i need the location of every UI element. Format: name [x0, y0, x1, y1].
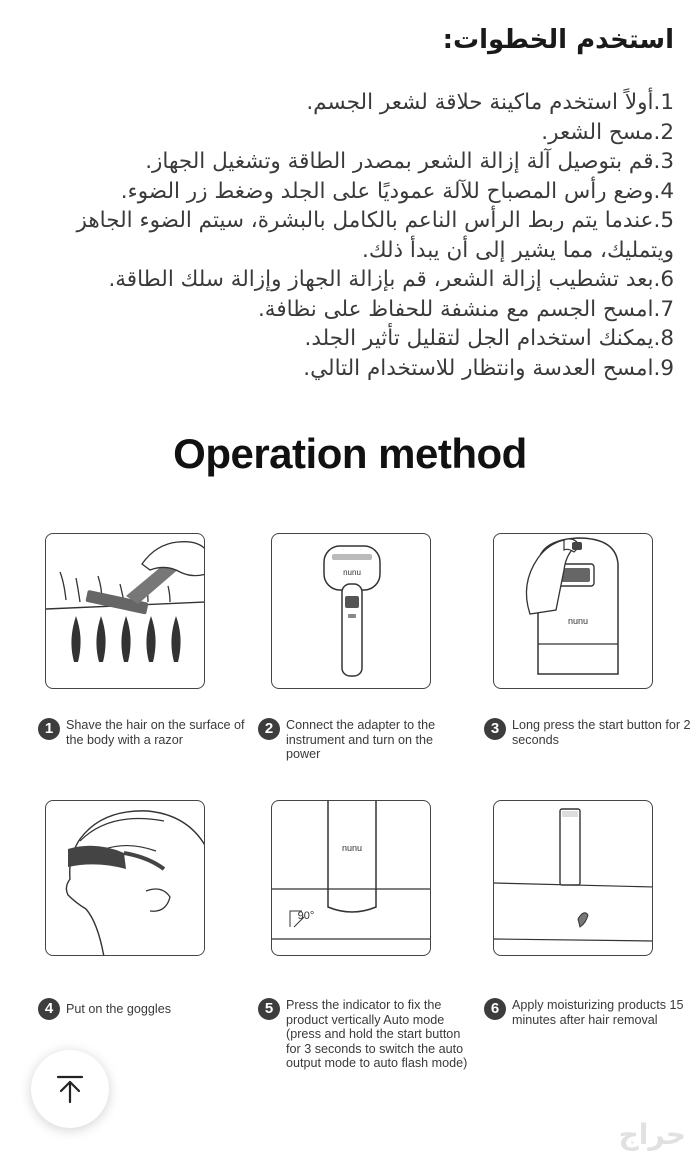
- device-brand-label-3: nunu: [341, 843, 363, 853]
- arabic-step-6: 6.بعد تشطيب إزالة الشعر، قم بإزالة الجهاز وإزالة سلك الطاقة.: [108, 267, 674, 292]
- arabic-step-2: 2.مسح الشعر.: [541, 119, 674, 145]
- arabic-step-4: 4.وضع رأس المصباح للآلة عموديًا على الجلد وضغط زر الضوء.: [120, 178, 674, 204]
- arabic-step-1: 1.أولاً استخدم ماكينة حلاقة لشعر الجسم.: [306, 90, 674, 115]
- step-4-text: Put on the goggles: [66, 1002, 172, 1016]
- step-number-6: 6: [484, 998, 506, 1020]
- step-number-4: 4: [38, 998, 60, 1020]
- scroll-to-top-button[interactable]: [31, 1050, 109, 1128]
- haraj-watermark: حراج: [618, 1118, 686, 1151]
- step-number-2: 2: [258, 718, 280, 740]
- device-brand-label: nunu: [343, 568, 361, 577]
- step-3-text: Long press the start button for 2 seconds: [512, 718, 691, 747]
- step-number-1: 1: [38, 718, 60, 740]
- arabic-steps-list: [54, 88, 674, 383]
- step-5-illustration: [271, 800, 431, 956]
- step-6-text: Apply moisturizing products 15 minutes after hair removal: [512, 998, 684, 1027]
- step-number-5: 5: [258, 998, 280, 1020]
- arabic-step-5: 5.عندما يتم ربط الرأس الناعم بالكامل بالبشرة، سيتم الضوء الجاهز ويتمليك، مما يشير إلى أن يبدأ ذلك.: [76, 208, 674, 263]
- step-4-illustration: [45, 800, 205, 956]
- hand-press-button-icon: [494, 534, 653, 689]
- arabic-step-7: 7.امسح الجسم مع منشفة للحفاظ على نظافة.: [257, 296, 674, 322]
- step-6-illustration: [493, 800, 653, 956]
- step-3-illustration: [493, 533, 653, 689]
- moisturizer-tube-icon: [494, 801, 653, 956]
- device-vertical-icon: [272, 801, 431, 956]
- arabic-step-3: 3.قم بتوصيل آلة إزالة الشعر بمصدر الطاقة وتشغيل الجهاز.: [145, 149, 674, 174]
- arrow-up-icon: [55, 1074, 85, 1104]
- step-number-3: 3: [484, 718, 506, 740]
- arabic-step-8: 8.يمكنك استخدام الجل لتقليل تأثير الجلد.: [304, 326, 674, 351]
- operation-method-title: Operation method: [173, 430, 527, 477]
- device-brand-label-2: nunu: [567, 616, 589, 626]
- device-power-icon: [272, 534, 431, 689]
- arabic-steps-title: استخدم الخطوات:: [442, 25, 674, 55]
- step-2-text: Connect the adapter to the instrument and turn on the power: [286, 718, 436, 761]
- razor-shaving-icon: [46, 534, 205, 689]
- step-1-illustration: [45, 533, 205, 689]
- step-1-text: Shave the hair on the surface of the body with a razor: [66, 718, 245, 747]
- step-5-text: Press the indicator to fix the product vertically Auto mode (press and hold the start button for 3 seconds to switch the auto output mode to auto flash mode): [286, 998, 468, 1070]
- goggles-icon: [46, 801, 205, 956]
- angle-label: 90°: [297, 910, 315, 922]
- step-2-illustration: [271, 533, 431, 689]
- arabic-step-9: 9.امسح العدسة وانتظار للاستخدام التالي.: [303, 355, 674, 381]
